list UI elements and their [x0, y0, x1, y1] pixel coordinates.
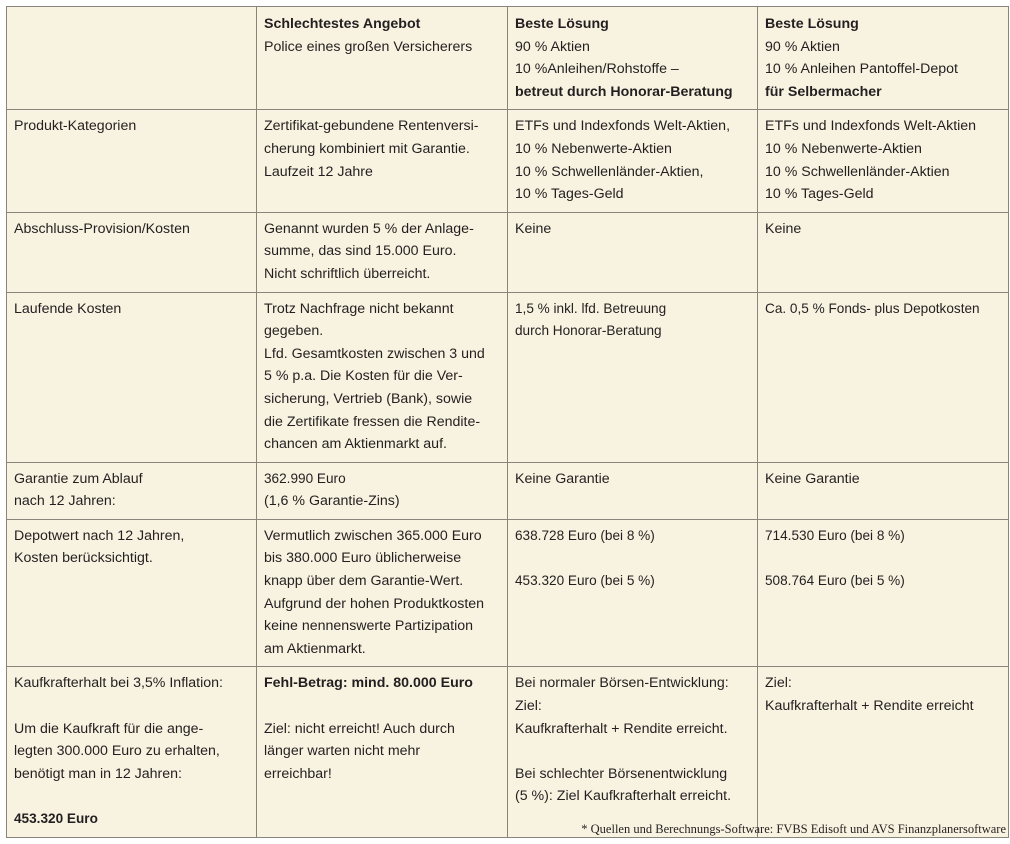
header-line: 90 % Aktien — [765, 38, 840, 55]
row-label-text: Laufende Kosten — [14, 300, 122, 317]
spacer — [515, 547, 750, 570]
row-label-text: legten 300.000 Euro zu erhalten, — [14, 743, 220, 760]
row-label-text: benötigt man in 12 Jahren: — [14, 765, 182, 782]
cell-line: keine nennenswerte Partizipation — [264, 618, 474, 635]
cell-line: Kaufkrafterhalt + Rendite erreicht — [765, 698, 974, 715]
cell-line: 638.728 Euro (bei 8 %) — [515, 527, 655, 543]
cell-line: (1,6 % Garantie-Zins) — [264, 493, 400, 510]
header-title: Beste Lösung — [515, 16, 609, 32]
table-row-purchasing-power — [7, 667, 1009, 837]
cell-line: 5 % p.a. Die Kosten für die Ver- — [264, 368, 463, 385]
cell-line: Vermutlich zwischen 365.000 Euro — [264, 527, 482, 544]
cell-line: Bei schlechter Börsenentwicklung — [515, 765, 728, 782]
cell-advisor — [508, 292, 758, 462]
cell-worst — [257, 292, 508, 462]
header-title: Schlechtestes Angebot — [264, 16, 421, 32]
cell-advisor — [508, 667, 758, 837]
header-line: 10 %Anleihen/Rohstoffe – — [515, 61, 679, 78]
cell-worst — [257, 462, 508, 519]
cell-line: am Aktienmarkt. — [264, 640, 366, 657]
cell-line: 1,5 % inkl. lfd. Betreuung — [515, 300, 667, 316]
header-title: Beste Lösung — [765, 16, 859, 32]
header-line: 90 % Aktien — [515, 38, 590, 55]
cell-line: 10 % Tages-Geld — [515, 186, 624, 203]
cell-line: cherung kombiniert mit Garantie. — [264, 140, 470, 157]
header-subtitle: Police eines großen Versicherers — [264, 38, 473, 55]
cell-selfmade — [758, 462, 1009, 519]
cell-line: Trotz Nachfrage nicht bekannt — [264, 300, 454, 317]
cell-line: summe, das sind 15.000 Euro. — [264, 243, 457, 260]
cell-line: Keine Garantie — [765, 470, 860, 487]
spacer — [765, 547, 1001, 570]
cell-line: Ziel: — [765, 675, 792, 692]
row-label-text: nach 12 Jahren: — [14, 493, 116, 510]
row-label — [7, 110, 257, 212]
cell-line: 453.320 Euro (bei 5 %) — [515, 573, 655, 589]
cell-worst — [257, 212, 508, 292]
cell-line: Ziel: nicht erreicht! Auch durch — [264, 720, 455, 737]
cell-line: durch Honorar-Beratung — [515, 323, 662, 339]
cell-line: Genannt wurden 5 % der Anlage- — [264, 220, 474, 237]
spacer — [515, 740, 750, 763]
row-label — [7, 212, 257, 292]
cell-advisor — [508, 212, 758, 292]
cell-line: gegeben. — [264, 323, 324, 340]
row-label-value: 453.320 Euro — [14, 811, 98, 826]
row-label — [7, 292, 257, 462]
cell-selfmade — [758, 519, 1009, 667]
header-best-advisor — [508, 7, 758, 110]
cell-worst — [257, 667, 508, 837]
header-line: betreut durch Honorar-Beratung — [515, 83, 733, 100]
cell-line: 10 % Nebenwerte-Aktien — [765, 140, 922, 157]
row-label-text: Kosten berücksichtigt. — [14, 550, 153, 567]
cell-line: chancen am Aktienmarkt auf. — [264, 436, 447, 453]
cell-line: Keine — [765, 220, 802, 237]
cell-selfmade — [758, 110, 1009, 212]
cell-line: 10 % Tages-Geld — [765, 186, 874, 203]
cell-line: die Zertifikate fressen die Rendite- — [264, 413, 481, 430]
comparison-table — [6, 6, 1009, 838]
cell-line: 714.530 Euro (bei 8 %) — [765, 527, 905, 543]
cell-line: Laufzeit 12 Jahre — [264, 163, 373, 180]
table-row-product-categories — [7, 110, 1009, 212]
cell-worst — [257, 519, 508, 667]
cell-advisor — [508, 110, 758, 212]
cell-selfmade — [758, 667, 1009, 837]
cell-worst — [257, 110, 508, 212]
table-row-guarantee — [7, 462, 1009, 519]
source-footnote: * Quellen und Berechnungs-Software: FVBS Edisoft und AVS Finanzplanersoftware — [581, 822, 1006, 836]
row-label-text: Depotwert nach 12 Jahren, — [14, 527, 185, 544]
cell-line: Fehl-Betrag: mind. 80.000 Euro — [264, 675, 473, 692]
spacer — [264, 695, 500, 718]
table-row-running-costs — [7, 292, 1009, 462]
cell-line: Nicht schriftlich überreicht. — [264, 265, 431, 282]
cell-line: 10 % Schwellenländer-Aktien — [765, 163, 950, 180]
cell-line: knapp über dem Garantie-Wert. — [264, 573, 464, 590]
cell-line: ETFs und Indexfonds Welt-Aktien, — [515, 118, 731, 135]
cell-line: Lfd. Gesamtkosten zwischen 3 und — [264, 345, 485, 362]
cell-line: Zertifikat-gebundene Rentenversi- — [264, 118, 479, 135]
cell-line: Keine — [515, 220, 552, 237]
header-line: für Selbermacher — [765, 83, 882, 100]
table-header-row — [7, 7, 1009, 110]
cell-advisor — [508, 519, 758, 667]
spacer — [14, 695, 249, 718]
cell-line: ETFs und Indexfonds Welt-Aktien — [765, 118, 977, 135]
table-row-commission — [7, 212, 1009, 292]
row-label-text: Garantie zum Ablauf — [14, 470, 143, 487]
row-label-text: Produkt-Kategorien — [14, 118, 137, 135]
row-label-text: Um die Kaufkraft für die ange- — [14, 720, 204, 737]
cell-advisor — [508, 462, 758, 519]
cell-line: 508.764 Euro (bei 5 %) — [765, 573, 905, 589]
spacer — [14, 785, 249, 808]
cell-line: länger warten nicht mehr — [264, 743, 421, 760]
cell-line: 362.990 Euro — [264, 470, 346, 486]
cell-line: Kaufkrafterhalt + Rendite erreicht. — [515, 720, 728, 737]
row-label — [7, 462, 257, 519]
cell-line: 10 % Schwellenländer-Aktien, — [515, 163, 704, 180]
header-line: 10 % Anleihen Pantoffel-Depot — [765, 61, 958, 78]
cell-line: Bei normaler Börsen-Entwicklung: — [515, 675, 729, 692]
cell-line: (5 %): Ziel Kaufkrafterhalt erreicht. — [515, 788, 732, 805]
row-label-text: Abschluss-Provision/Kosten — [14, 220, 190, 237]
cell-line: 10 % Nebenwerte-Aktien — [515, 140, 672, 157]
cell-line: Keine Garantie — [515, 470, 610, 487]
header-worst-offer — [257, 7, 508, 110]
row-label-text: Kaufkrafterhalt bei 3,5% Inflation: — [14, 675, 223, 692]
cell-line: Ca. 0,5 % Fonds- plus Depotkosten — [765, 300, 980, 316]
header-best-selfmade — [758, 7, 1009, 110]
row-label — [7, 519, 257, 667]
cell-selfmade — [758, 292, 1009, 462]
header-empty-cell — [7, 7, 257, 110]
cell-line: Aufgrund der hohen Produktkosten — [264, 595, 485, 612]
cell-line: Ziel: — [515, 698, 542, 715]
table-row-depot-value — [7, 519, 1009, 667]
cell-line: bis 380.000 Euro üblicherweise — [264, 550, 462, 567]
cell-line: sicherung, Vertrieb (Bank), sowie — [264, 390, 473, 407]
cell-selfmade — [758, 212, 1009, 292]
cell-line: erreichbar! — [264, 765, 332, 782]
row-label — [7, 667, 257, 837]
